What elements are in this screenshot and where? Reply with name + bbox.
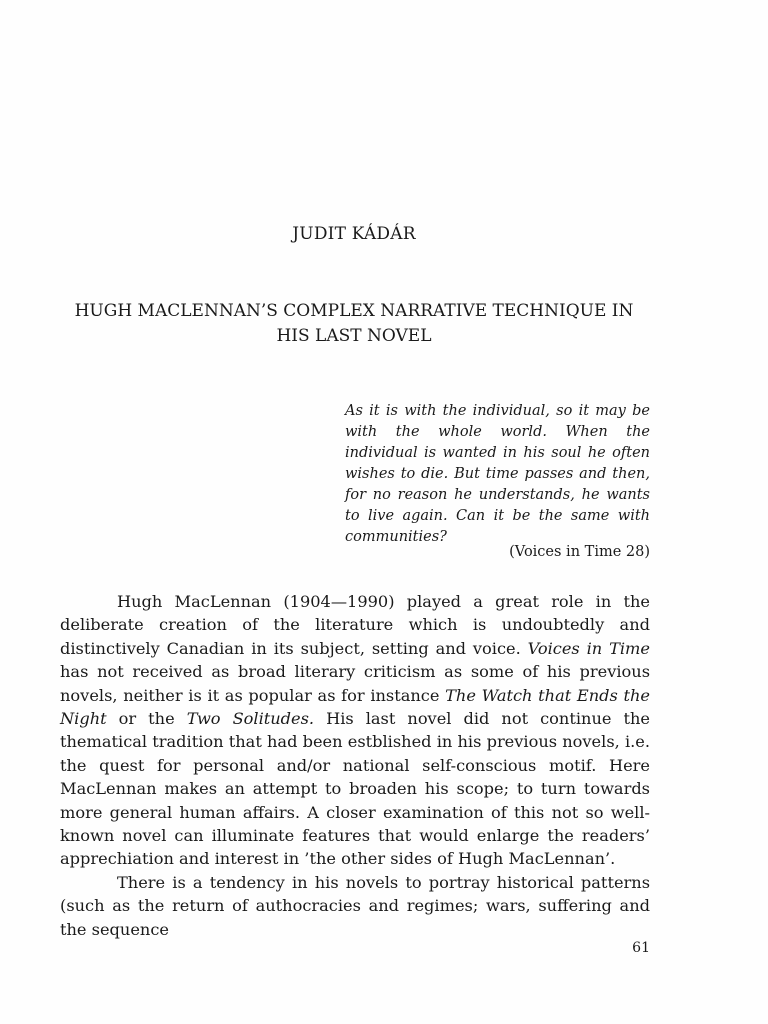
body-text — [60, 590, 650, 941]
paragraph-1-text-d: His last novel did not continue the thematical tradition that had been estblished in his previous novels, i.e. the quest for personal and/or national self-conscious motif. Here MacLennan makes an attempt to broaden his scope; to turn towards more general human affairs. A closer examination of this not so well-known novel can illuminate features that would enlarge the readers’ apprechiation and interest in ’the other sides of Hugh MacLennan’. — [60, 709, 650, 869]
author-name: JUDIT KÁDÁR — [292, 224, 416, 244]
book-title-two-solitudes: Two Solitudes. — [186, 709, 315, 729]
article-title — [48, 299, 660, 349]
book-title-voices-in-time: Voices in Time — [527, 638, 650, 658]
title-line-2: HIS LAST NOVEL — [276, 326, 432, 346]
epigraph-source: (Voices in Time 28) — [509, 544, 650, 560]
title-line-1: HUGH MACLENNAN’S COMPLEX NARRATIVE TECHNIQUE IN — [74, 301, 634, 321]
paragraph-2: There is a tendency in his novels to portray historical patterns (such as the return of authocracies and regimes; wars, suffering and the sequence — [60, 872, 650, 939]
epigraph-quote: As it is with the individual, so it may be with the whole world. When the individual is wanted in his soul he often wishes to die. But time passes and then, for no reason he understands, he wants to live again. Can it be the same with communities? — [345, 403, 650, 545]
paragraph-1-text-c: or the — [106, 709, 187, 729]
page-number: 61 — [632, 940, 650, 956]
paragraph-1-text-a: Hugh MacLennan (1904—1990) played a great role in the deliberate creation of the literature which is undoubtedly and distinctively Canadian in its subject, setting and voice. — [60, 592, 650, 658]
book-title-watch: The Watch that Ends the Night — [60, 685, 650, 729]
paragraph-1-text-b: has not received as broad literary criticism as some of his previous novels, neither is it as popular as for instance — [60, 662, 650, 705]
paragraph-1 — [60, 590, 650, 871]
